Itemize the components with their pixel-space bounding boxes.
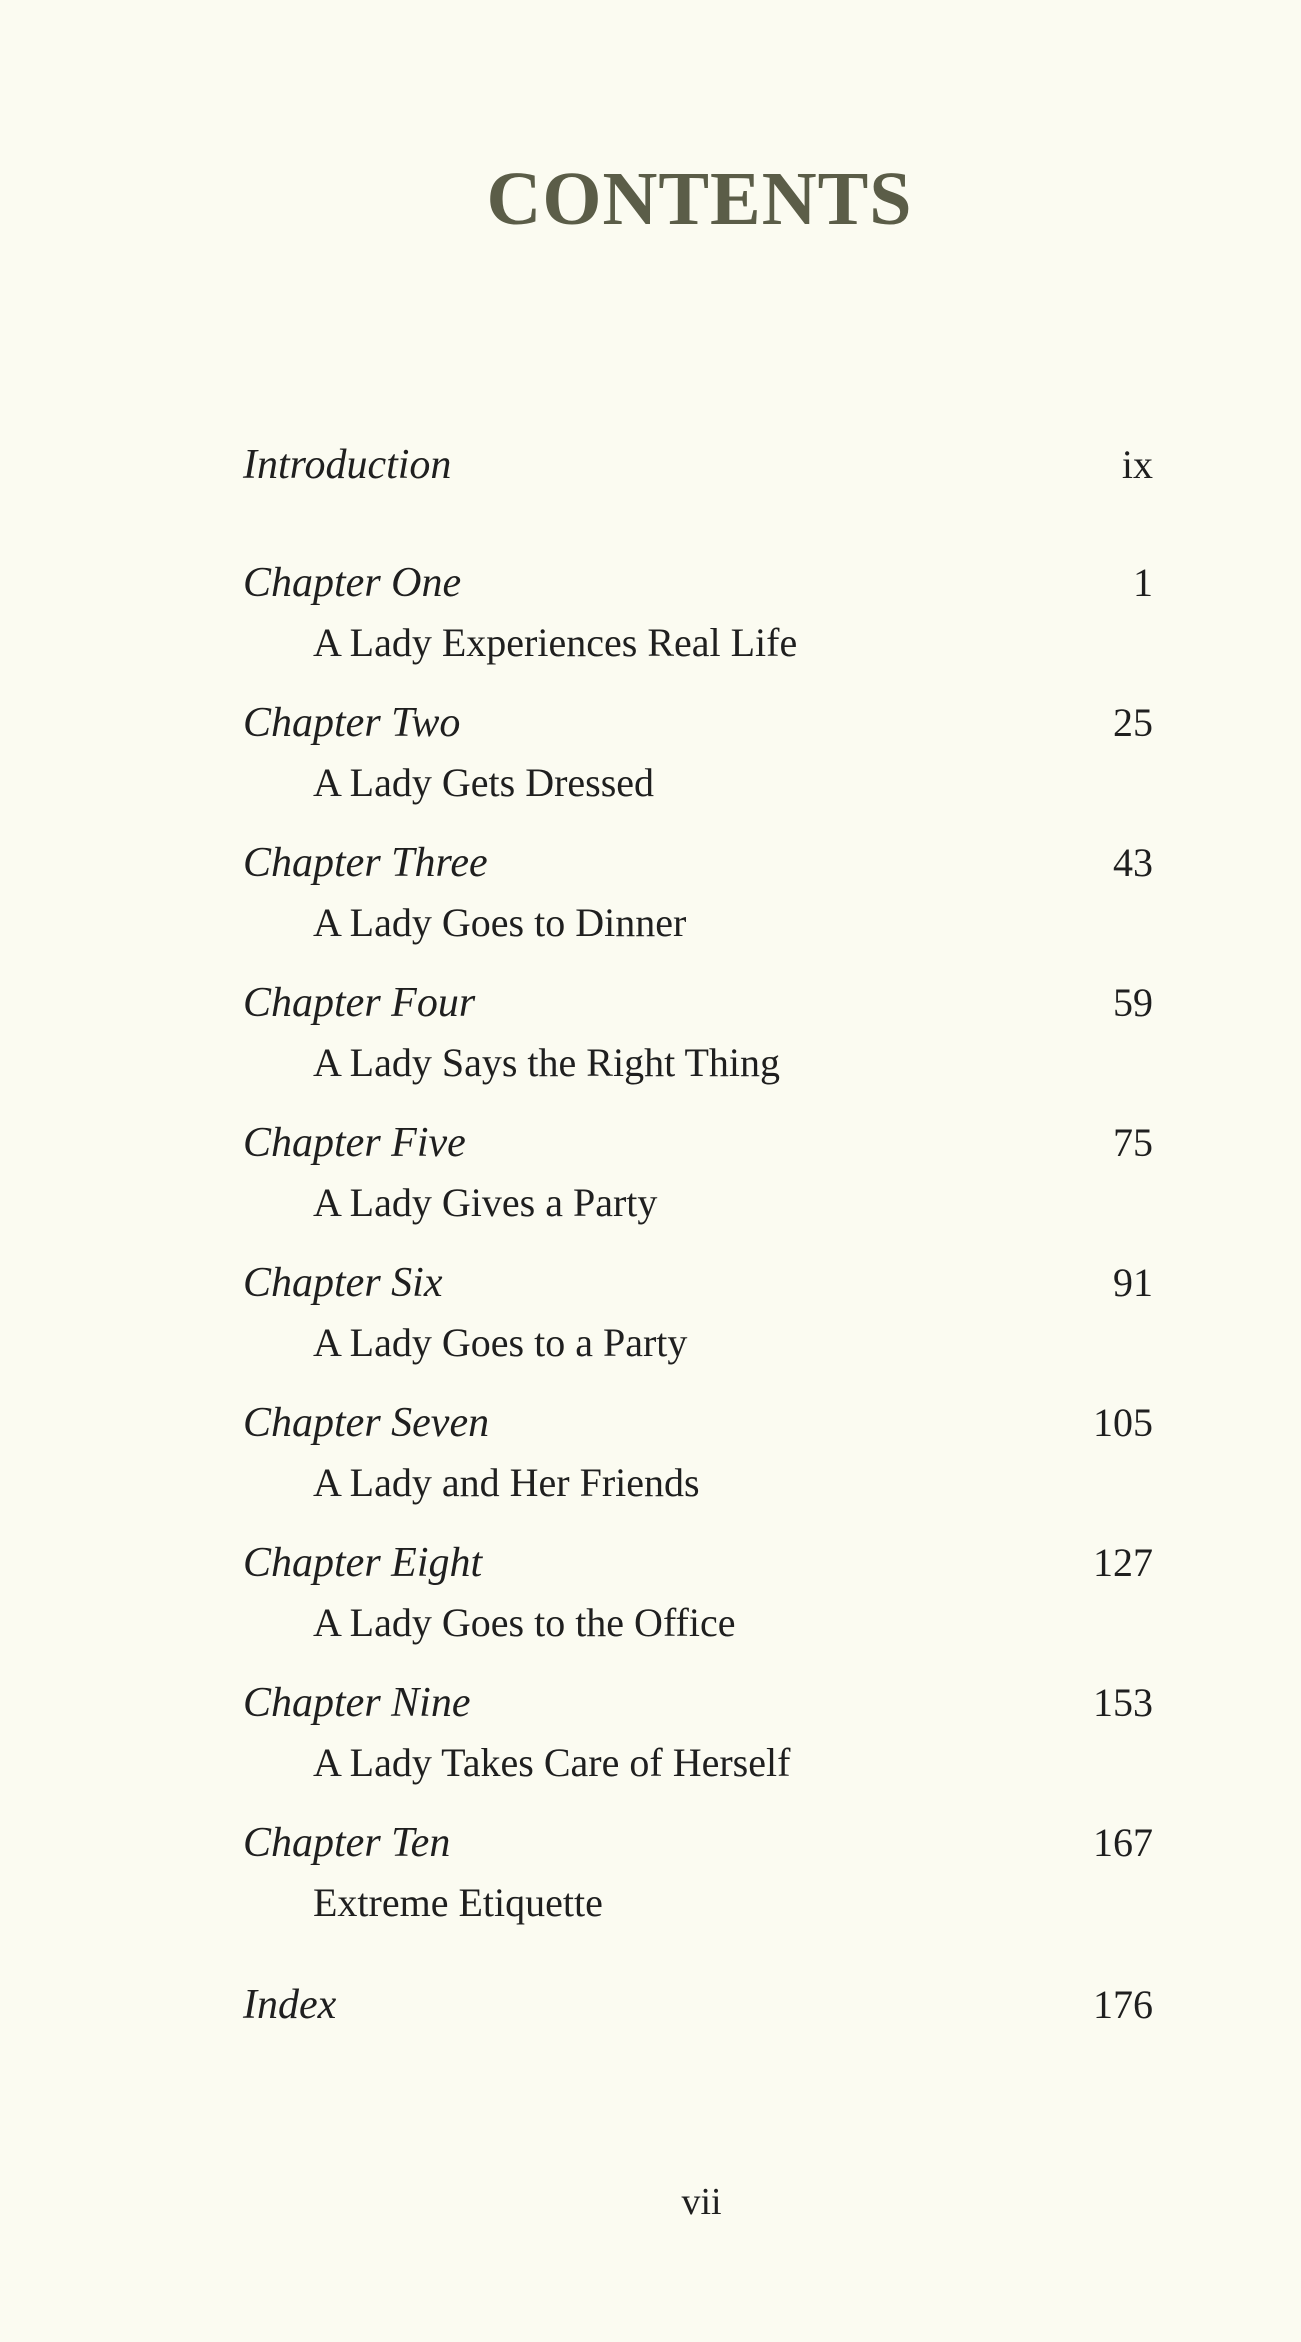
entry-page-number: 25	[1113, 700, 1153, 745]
toc-entry-chapter-8	[243, 1538, 1153, 1645]
chapter-title: A Lady Takes Care of Herself	[313, 1740, 791, 1785]
toc-entry-chapter-5	[243, 1118, 1153, 1225]
entry-page-number: ix	[1121, 442, 1153, 487]
page-title: CONTENTS	[486, 157, 913, 241]
chapter-label: Chapter Three	[243, 840, 488, 886]
entry-page-number: 105	[1093, 1400, 1153, 1445]
chapter-label: Chapter Nine	[243, 1680, 471, 1726]
chapter-label: Chapter One	[243, 560, 462, 606]
chapter-label: Chapter Six	[243, 1260, 443, 1306]
toc-entry-chapter-2	[243, 698, 1153, 805]
chapter-title: Extreme Etiquette	[313, 1880, 603, 1925]
chapter-title: A Lady Gets Dressed	[313, 760, 655, 805]
entry-page-number: 153	[1093, 1680, 1153, 1725]
toc-entry-chapter-10	[243, 1818, 1153, 1925]
toc-entry-chapter-1	[243, 558, 1153, 665]
toc-entry-chapter-3	[243, 838, 1153, 945]
chapter-title: A Lady Experiences Real Life	[313, 620, 798, 665]
chapter-title: A Lady and Her Friends	[313, 1460, 700, 1505]
toc-entry-chapter-4	[243, 978, 1153, 1085]
entry-page-number: 43	[1113, 840, 1153, 885]
toc-entry-chapter-9	[243, 1678, 1153, 1785]
chapter-label: Chapter Two	[243, 700, 461, 746]
page-number-folio: vii	[681, 2181, 722, 2223]
entry-page-number: 127	[1093, 1540, 1153, 1585]
chapter-label: Chapter Five	[243, 1120, 466, 1166]
chapter-label: Chapter Ten	[243, 1820, 451, 1866]
chapter-label: Chapter Four	[243, 980, 476, 1026]
entry-label: Introduction	[243, 442, 452, 488]
toc-entry-chapter-6	[243, 1258, 1153, 1365]
entry-page-number: 91	[1113, 1260, 1153, 1305]
toc-entry-chapter-7	[243, 1398, 1153, 1505]
chapter-label: Chapter Seven	[243, 1400, 490, 1446]
chapter-label: Chapter Eight	[243, 1540, 483, 1586]
entry-page-number: 167	[1093, 1820, 1153, 1865]
entry-label: Index	[243, 1982, 337, 2028]
chapter-title: A Lady Says the Right Thing	[313, 1040, 781, 1085]
entry-page-number: 1	[1133, 560, 1153, 605]
toc-entry-introduction	[243, 440, 1153, 490]
entry-page-number: 59	[1113, 980, 1153, 1025]
chapter-title: A Lady Goes to a Party	[313, 1320, 688, 1365]
toc-entry-index	[243, 1980, 1153, 2030]
chapter-title: A Lady Gives a Party	[313, 1180, 658, 1225]
chapter-title: A Lady Goes to Dinner	[313, 900, 687, 945]
chapter-title: A Lady Goes to the Office	[313, 1600, 736, 1645]
entry-page-number: 176	[1093, 1982, 1153, 2027]
entry-page-number: 75	[1113, 1120, 1153, 1165]
